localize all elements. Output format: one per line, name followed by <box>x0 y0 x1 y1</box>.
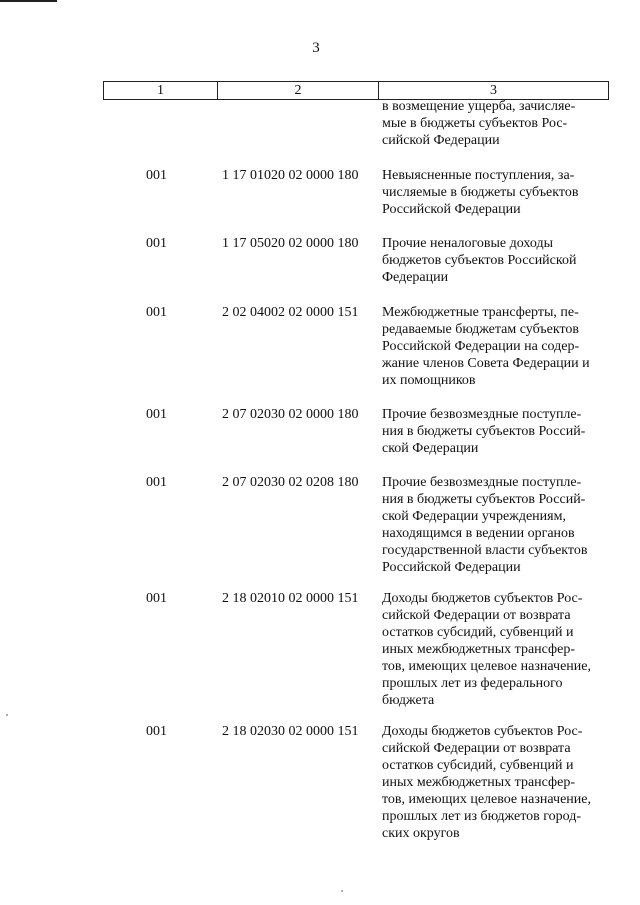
description-line: ских округов <box>382 826 460 841</box>
description-line: ния в бюджеты субъектов Россий- <box>382 424 586 439</box>
income-description <box>382 304 604 389</box>
description-line: бюджета <box>382 693 435 708</box>
description-line: бюджетов субъектов Российской <box>382 253 577 268</box>
description-line: жание членов Совета Федерации и <box>382 356 590 371</box>
description-line: ской Федерации <box>382 441 479 456</box>
description-line: государственной власти субъектов <box>382 543 588 558</box>
admin-code: 001 <box>146 168 167 183</box>
description-line: Доходы бюджетов субъектов Рос- <box>382 591 583 606</box>
admin-code: 001 <box>146 407 167 422</box>
scan-speck <box>6 714 8 716</box>
description-line: тов, имеющих целевое назначение, <box>382 792 591 807</box>
admin-code: 001 <box>146 724 167 739</box>
description-line: прошлых лет из бюджетов город- <box>382 809 582 824</box>
description-line: сийской Федерации от возврата <box>382 608 571 623</box>
description-line: Прочие безвозмездные поступле- <box>382 407 582 422</box>
income-description <box>382 723 604 842</box>
budget-classification-code: 1 17 05020 02 0000 180 <box>222 236 359 251</box>
description-line: сийской Федерации от возврата <box>382 741 571 756</box>
column-header-2: 2 <box>218 82 379 100</box>
column-header-row <box>104 82 609 100</box>
description-line: Доходы бюджетов субъектов Рос- <box>382 724 583 739</box>
income-description <box>382 474 604 576</box>
income-description <box>382 590 604 709</box>
continuation-description <box>382 98 604 149</box>
admin-code: 001 <box>146 591 167 606</box>
budget-classification-code: 2 02 04002 02 0000 151 <box>222 305 359 320</box>
description-line: Прочие безвозмездные поступле- <box>382 475 582 490</box>
description-line: иных межбюджетных трансфер- <box>382 642 575 657</box>
description-line: Межбюджетные трансферты, пе- <box>382 305 579 320</box>
description-line: мые в бюджеты субъектов Рос- <box>382 116 568 131</box>
description-line: в возмещение ущерба, зачисляе- <box>382 99 576 114</box>
admin-code: 001 <box>146 305 167 320</box>
description-line: Федерации <box>382 270 449 285</box>
budget-classification-code: 1 17 01020 02 0000 180 <box>222 168 359 183</box>
page-number: 3 <box>312 40 320 56</box>
scan-speck <box>341 890 343 892</box>
description-line: Российской Федерации <box>382 202 521 217</box>
description-line: Невыясненные поступления, за- <box>382 168 575 183</box>
description-line: Прочие неналоговые доходы <box>382 236 554 251</box>
description-line: остатков субсидий, субвенций и <box>382 758 574 773</box>
description-line: сийской Федерации <box>382 133 500 148</box>
admin-code: 001 <box>146 236 167 251</box>
description-line: редаваемые бюджетам субъектов <box>382 322 579 337</box>
admin-code: 001 <box>146 475 167 490</box>
description-line: ской Федерации учреждениям, <box>382 509 566 524</box>
description-line: иных межбюджетных трансфер- <box>382 775 575 790</box>
description-line: прошлых лет из федерального <box>382 676 563 691</box>
budget-classification-code: 2 07 02030 02 0208 180 <box>222 475 359 490</box>
description-line: Российской Федерации <box>382 560 521 575</box>
column-header-3: 3 <box>379 82 609 100</box>
description-line: ния в бюджеты субъектов Россий- <box>382 492 586 507</box>
budget-classification-code: 2 07 02030 02 0000 180 <box>222 407 359 422</box>
description-line: их помощников <box>382 373 476 388</box>
description-line: находящимся в ведении органов <box>382 526 575 541</box>
budget-classification-code: 2 18 02010 02 0000 151 <box>222 591 359 606</box>
budget-classification-code: 2 18 02030 02 0000 151 <box>222 724 359 739</box>
income-description <box>382 235 604 286</box>
description-line: тов, имеющих целевое назначение, <box>382 659 591 674</box>
description-line: числяемые в бюджеты субъектов <box>382 185 579 200</box>
column-header-1: 1 <box>104 82 218 100</box>
corner-mark <box>0 0 57 2</box>
description-line: остатков субсидий, субвенций и <box>382 625 574 640</box>
description-line: Российской Федерации на содер- <box>382 339 580 354</box>
income-description <box>382 167 604 218</box>
income-description <box>382 406 604 457</box>
